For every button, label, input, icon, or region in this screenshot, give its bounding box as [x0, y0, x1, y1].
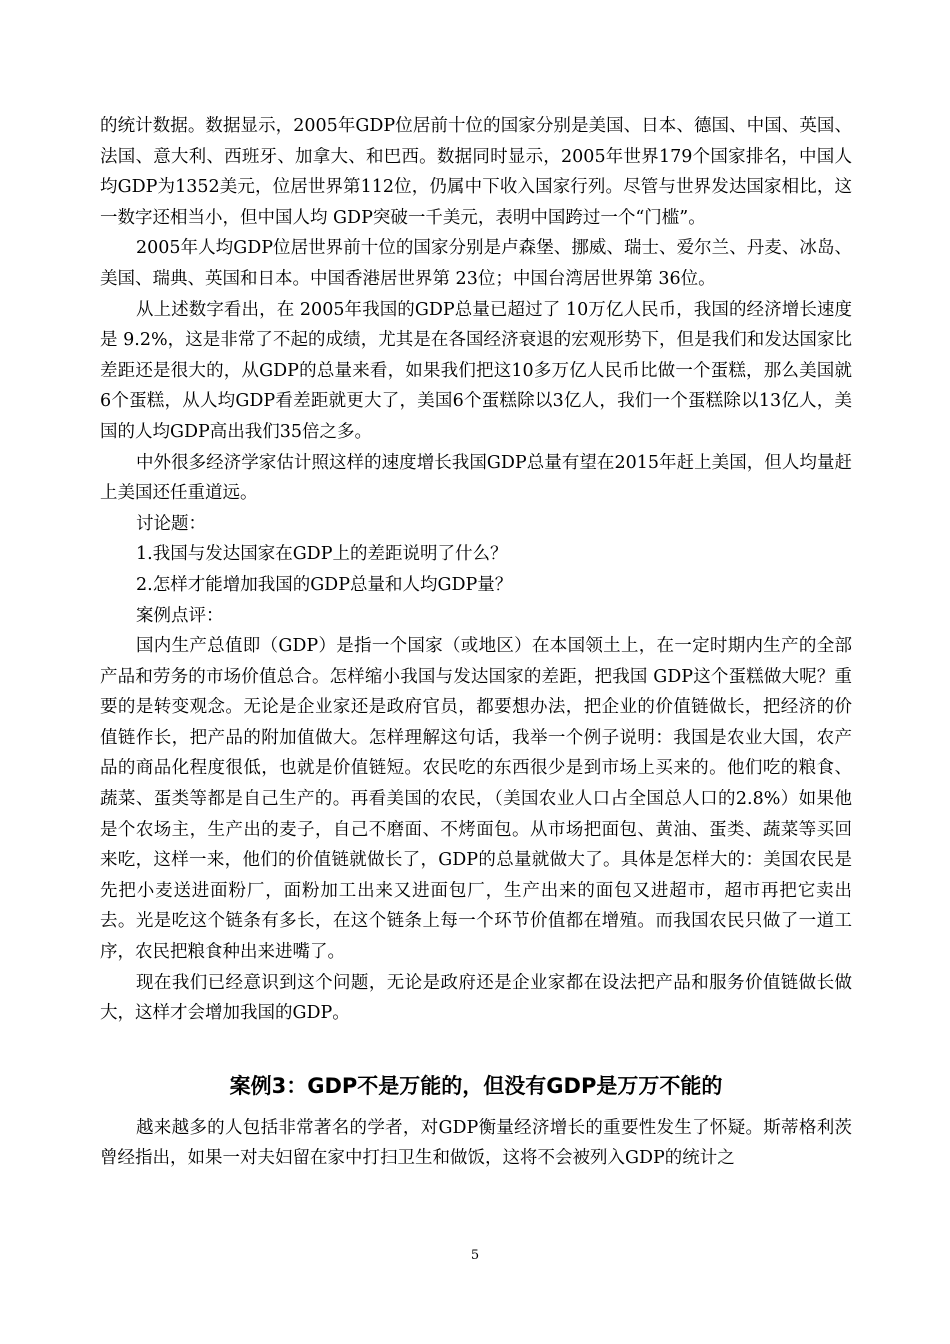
paragraph-gap-analysis: 从上述数字看出，在 2005年我国的GDP总量已超过了 10万亿人民币，我国的经济增长速度是 9.2%，这是非常了不起的成绩，尤其是在各国经济衰退的宏观形势下，但是我们和发达国家比差距还是很大的，从GDP的总量来看，如果我们把这10多万亿人民币比做一个蛋糕，那么美国就6个蛋糕，从人均GDP看差距就更大了，美国6个蛋糕除以3亿人，我们一个蛋糕除以13亿人，美国的人均GDP高出我们35倍之多。 — [100, 299, 852, 442]
case-review-label: 案例点评： — [136, 605, 224, 626]
discussion-question-1: 1.我国与发达国家在GDP上的差距说明了什么？ — [136, 544, 508, 565]
paragraph-gdp-ranking: 的统计数据。数据显示，2005年GDP位居前十位的国家分别是美国、日本、德国、中国、英国、法国、意大利、西班牙、加拿大、和巴西。数据同时显示，2005年世界179个国家排名，中国人均GDP为1352美元，位居世界第112位，仍属中下收入国家行列。尽管与世界发达国家相比，这一数字还相当小，但中国人均 GDP突破一千美元，表明中国跨过一个“门槛”。 — [100, 116, 852, 228]
case-3-heading: 案例3：GDP不是万能的，但没有GDP是万万不能的 — [229, 1073, 723, 1098]
discussion-question-2: 2.怎样才能增加我国的GDP总量和人均GDP量？ — [136, 574, 513, 595]
paragraph-economist-estimate: 中外很多经济学家估计照这样的速度增长我国GDP总量有望在2015年赶上美国，但人均量赶上美国还任重道远。 — [100, 452, 852, 504]
paragraph-case-review: 国内生产总值即（GDP）是指一个国家（或地区）在本国领土上，在一定时期内生产的全部产品和劳务的市场价值总合。怎样缩小我国与发达国家的差距，把我国 GDP这个蛋糕做大呢？重要的是转变观念。无论是企业家还是政府官员，都要想办法，把企业的价值链做长，把经济的价值链作长，把产品的附加值做大。怎样理解这句话，我举一个例子说明：我国是农业大国，农产品的商品化程度很低，也就是价值链短。农民吃的东西很少是到市场上买来的。他们吃的粮食、蔬菜、蛋类等都是自己生产的。再看美国的农民，（美国农业人口占全国总人口的2.8%）如果他是个农场主，生产出的麦子，自己不磨面、不烤面包。从市场把面包、黄油、蛋类、蔬菜等买回来吃，这样一来，他们的价值链就做长了，GDP的总量就做大了。具体是怎样大的：美国农民是先把小麦送进面粉厂，面粉加工出来又进面包厂，生产出来的面包又进超市，超市再把它卖出去。光是吃这个链条有多长，在这个链条上每一个环节价值都在增殖。而我国农民只做了一道工序，农民把粮食种出来进嘴了。 — [100, 636, 852, 963]
page-number: 5 — [470, 1248, 480, 1263]
paragraph-conclusion: 现在我们已经意识到这个问题，无论是政府还是企业家都在设法把产品和服务价值链做长做大，这样才会增加我国的GDP。 — [100, 972, 852, 1024]
document-body — [100, 111, 852, 1174]
discussion-label: 讨论题： — [136, 513, 206, 534]
paragraph-per-capita-ranking: 2005年人均GDP位居世界前十位的国家分别是卢森堡、挪威、瑞士、爱尔兰、丹麦、冰岛、美国、瑞典、英国和日本。中国香港居世界第 23位；中国台湾居世界第 36位。 — [100, 238, 852, 289]
paragraph-case-3-intro: 越来越多的人包括非常著名的学者，对GDP衡量经济增长的重要性发生了怀疑。斯蒂格利茨曾经指出，如果一对夫妇留在家中打扫卫生和做饭，这将不会被列入GDP的统计之 — [100, 1117, 852, 1169]
